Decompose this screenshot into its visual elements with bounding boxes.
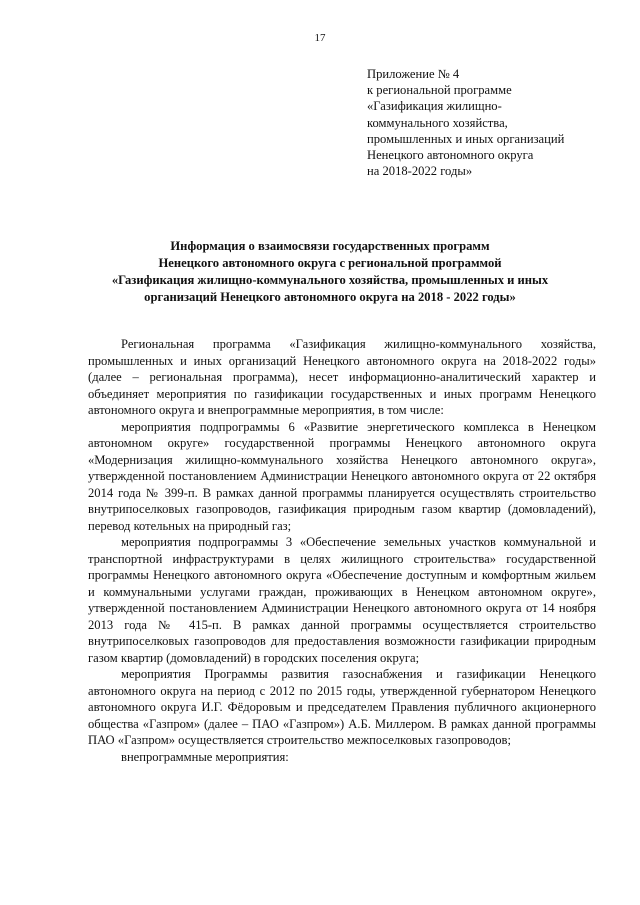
appendix-line: на 2018-2022 годы» — [367, 164, 473, 179]
appendix-line: Ненецкого автономного округа — [367, 148, 534, 163]
title-line: Информация о взаимосвязи государственных программ — [170, 239, 490, 253]
body-paragraph: внепрограммные мероприятия: — [121, 749, 289, 764]
title-line: Ненецкого автономного округа с региональной программой — [158, 256, 502, 270]
body-paragraph: мероприятия подпрограммы 6 «Развитие энергетического комплекса в Ненецком автономном округе» государственной программы Ненецкого автономного округа «Модернизация жилищно-коммунального хозяйства Ненецкого автономного округа», утвержденной постановлением Администрации Ненецкого автономного округа от 22 октября 2014 года № 399-п. В рамках данной программы планируется осуществлять строительство внутрипоселковых газопроводов, газификация природным газом квартир (домовладений), перевод котельных на природный газ; — [88, 419, 596, 533]
body-paragraph: мероприятия Программы развития газоснабжения и газификации Ненецкого автономного округа на период с 2012 по 2015 годы, утвержденной губернатором Ненецкого автономного округа И.Г. Фёдоровым и председателем Правления публичного акционерного общества «Газпром» (далее – ПАО «Газпром») А.Б. Миллером. В рамках данной программы ПАО «Газпром» осуществляется строительство межпоселковых газопроводов; — [88, 667, 596, 747]
page-number: 17 — [314, 32, 326, 44]
title-line: «Газификация жилищно-коммунального хозяйства, промышленных и иных — [111, 273, 549, 287]
appendix-line: к региональной программе — [367, 83, 512, 98]
document-body — [88, 336, 596, 765]
appendix-line: Приложение № 4 — [367, 67, 460, 81]
appendix-block — [367, 66, 564, 179]
appendix-line: коммунального хозяйства, — [367, 115, 508, 130]
body-paragraph: Региональная программа «Газификация жилищно-коммунального хозяйства, промышленных и иных организаций Ненецкого автономного округа на 2018-2022 годы» (далее – региональная программа), несет информационно-аналитический характер и объединяет мероприятия по газификации государственных и иных программ Ненецкого автономного округа и внепрограммные мероприятия, в том числе: — [88, 337, 596, 417]
document-title — [50, 238, 610, 306]
title-line: организаций Ненецкого автономного округа на 2018 - 2022 годы» — [144, 290, 516, 304]
appendix-line: промышленных и иных организаций — [367, 131, 565, 146]
body-paragraph: мероприятия подпрограммы 3 «Обеспечение земельных участков коммунальной и транспортной инфраструктурами в целях жилищного строительства» государственной программы Ненецкого автономного округа «Обеспечение доступным и комфортным жильем и коммунальными услугами граждан, проживающих в Ненецком автономном округе», утвержденной постановлением Администрации Ненецкого автономного округа от 14 ноября 2013 года № 415-п. В рамках данной программы осуществляется строительство внутрипоселковых газопроводов для предоставления возможности газификации природным газом квартир (домовладений) в городских поселения округа; — [88, 535, 596, 665]
appendix-line: «Газификация жилищно- — [367, 99, 502, 114]
